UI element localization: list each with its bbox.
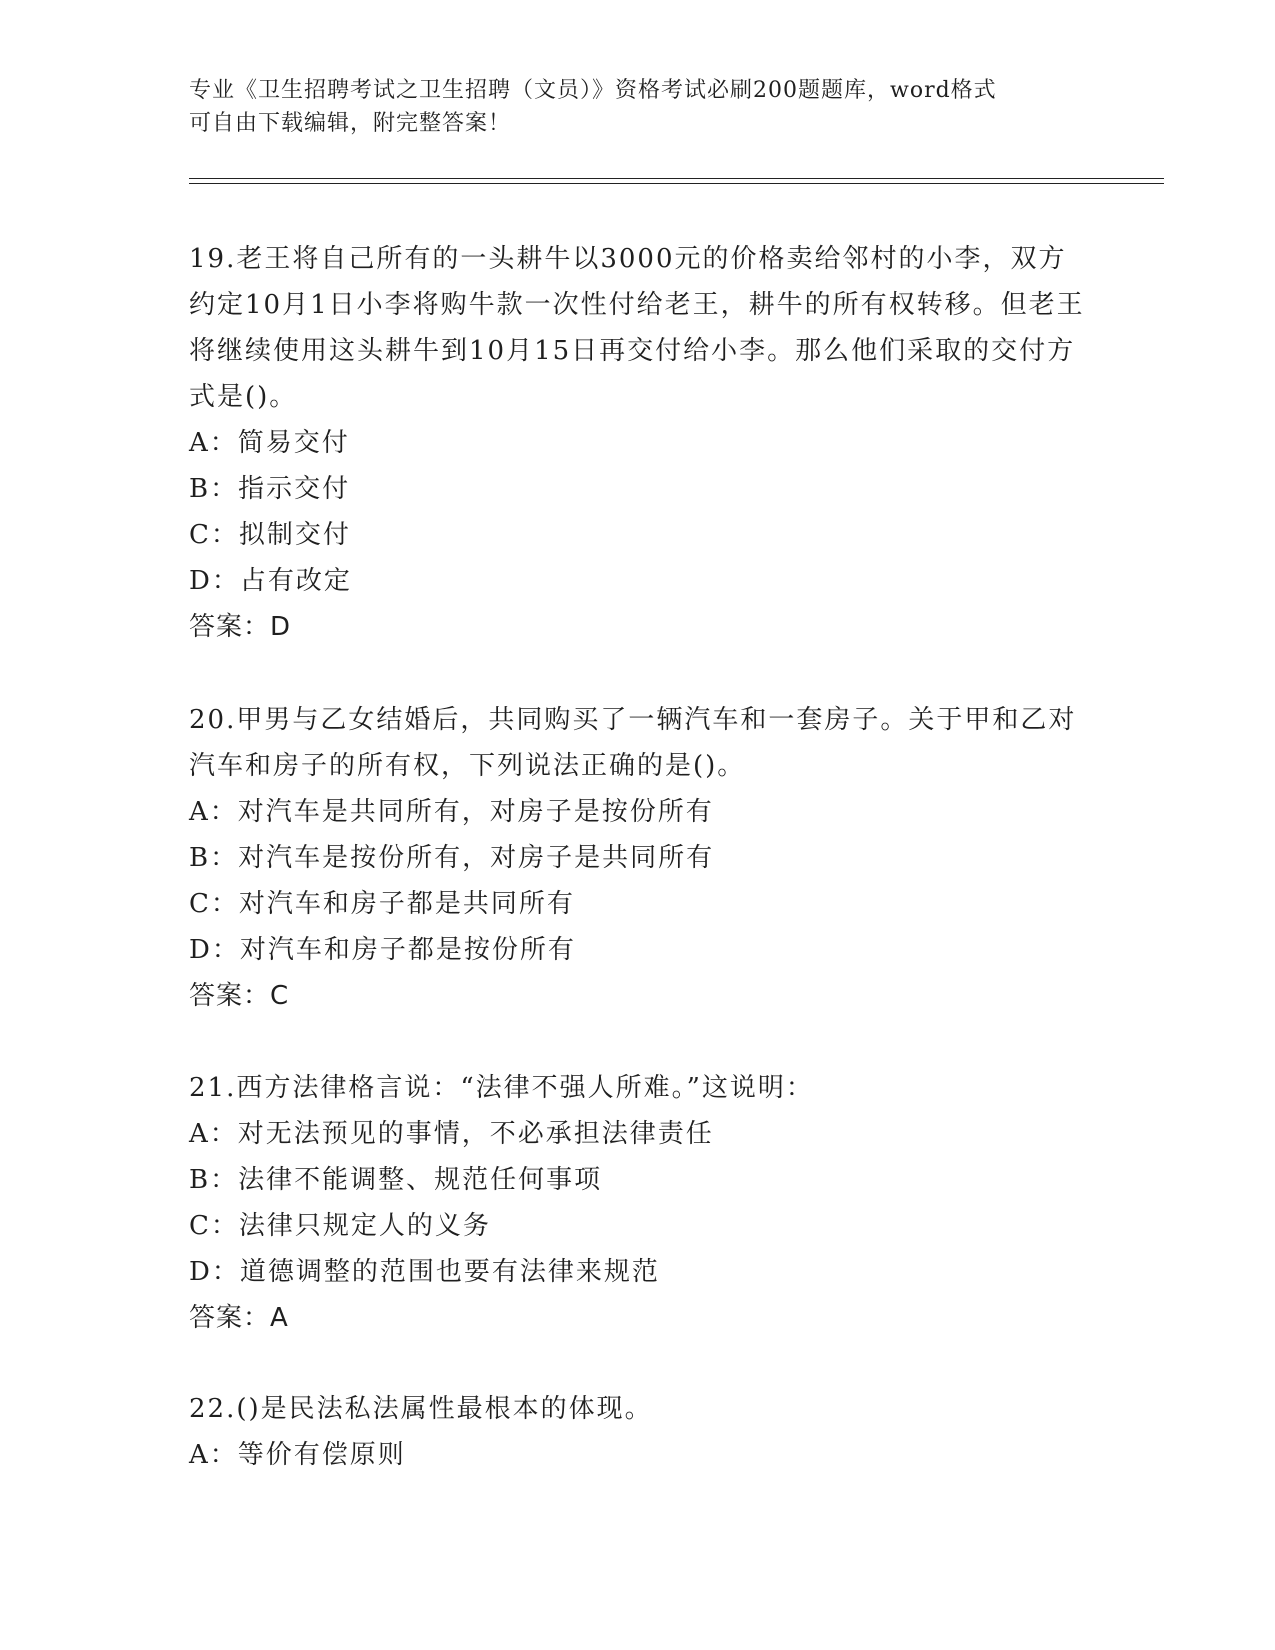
option-d: D：对汽车和房子都是按份所有 xyxy=(189,935,576,965)
option-c: C：法律只规定人的义务 xyxy=(189,1211,491,1241)
question-stem: 20.甲男与乙女结婚后，共同购买了一辆汽车和一套房子。关于甲和乙对汽车和房子的所有权，下列说法正确的是()。 xyxy=(189,705,1077,781)
option-d: D：道德调整的范围也要有法律来规范 xyxy=(189,1257,660,1287)
answer-line: 答案：C xyxy=(189,981,290,1011)
header-line-1: 专业《卫生招聘考试之卫生招聘（文员）》资格考试必刷200题题库，word格式 xyxy=(189,78,997,103)
option-c: C：对汽车和房子都是共同所有 xyxy=(189,889,575,919)
question-20 xyxy=(189,697,1089,1019)
option-a: A：等价有偿原则 xyxy=(189,1440,406,1470)
option-a: A：对汽车是共同所有，对房子是按份所有 xyxy=(189,797,714,827)
question-stem: 21.西方法律格言说：“法律不强人所难。”这说明： xyxy=(189,1073,814,1103)
question-22 xyxy=(189,1386,1089,1478)
header-line-2: 可自由下载编辑，附完整答案！ xyxy=(189,111,512,136)
document-header xyxy=(189,74,1079,140)
question-stem: 22.()是民法私法属性最根本的体现。 xyxy=(189,1394,653,1424)
option-b: B：指示交付 xyxy=(189,474,351,504)
option-c: C：拟制交付 xyxy=(189,520,351,550)
question-stem: 19.老王将自己所有的一头耕牛以3000元的价格卖给邻村的小李，双方约定10月1日小李将购牛款一次性付给老王，耕牛的所有权转移。但老王将继续使用这头耕牛到10月15日再交付给小李。那么他们采取的交付方式是()。 xyxy=(189,244,1085,412)
question-21 xyxy=(189,1065,1089,1341)
option-b: B：法律不能调整、规范任何事项 xyxy=(189,1165,603,1195)
option-a: A：对无法预见的事情，不必承担法律责任 xyxy=(189,1119,714,1149)
option-b: B：对汽车是按份所有，对房子是共同所有 xyxy=(189,843,715,873)
header-divider-top xyxy=(189,178,1164,179)
answer-line: 答案：A xyxy=(189,1303,289,1333)
question-19 xyxy=(189,236,1089,650)
option-d: D：占有改定 xyxy=(189,566,352,596)
header-divider-bottom xyxy=(189,183,1164,184)
answer-line: 答案：D xyxy=(189,612,292,642)
option-a: A：简易交付 xyxy=(189,428,350,458)
